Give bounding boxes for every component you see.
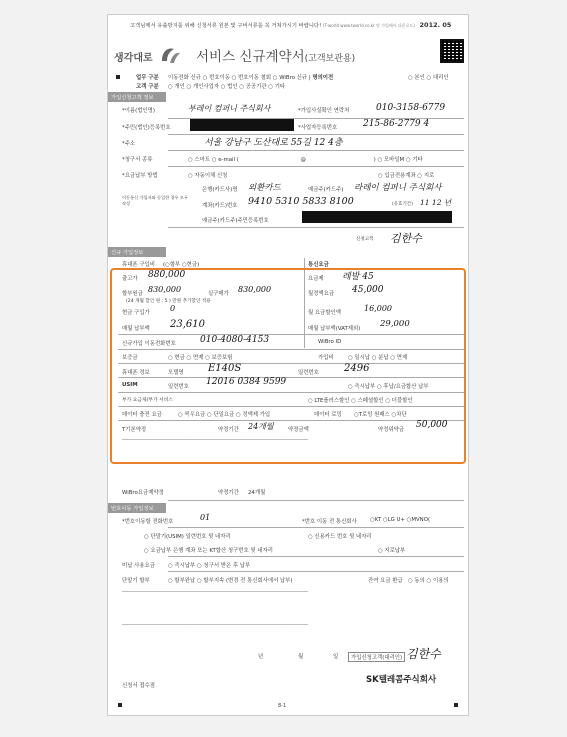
redaction-bar xyxy=(190,119,294,131)
bank-label: 은행(카드사)명 xyxy=(202,187,238,193)
biz-type-options[interactable]: 이동전화 신규 ○ 번호이동 ○ 번호이동 철회 ○ WiBro 신규 | 명의이전 xyxy=(168,75,334,81)
consent-small-print: ──────────────────────────────────────────────────────────────────────── xyxy=(122,623,309,628)
usim-serial-label: 일련번호 xyxy=(168,384,189,390)
device-fee-options[interactable]: ○ 할부완납 ○ 할부지속 (변경 전 통신회사에서 납부) xyxy=(168,578,293,584)
opt-double[interactable]: 더블할인 xyxy=(391,398,413,404)
monthly-pay-label: 매월 납부액 xyxy=(122,326,150,332)
form-title xyxy=(196,45,355,65)
install-amount-value: 830,000 xyxy=(148,285,182,294)
opt-email[interactable]: e-mail ( xyxy=(218,157,239,163)
opt-refund-agree[interactable]: 동의 xyxy=(414,578,425,584)
base-fee-label: 월정액요금 xyxy=(308,291,335,297)
bill-type-options[interactable]: ○ 스마트 ○ e-mail ( @ ) ○ 모바일M ○ 기타 xyxy=(188,157,423,163)
actual-price-value: 830,000 xyxy=(238,285,272,294)
notice-text: 고객님께서 유출방지를 위해 신청서류 원본 및 구비서류를 꼭 거쳐가시기 바랍니다! xyxy=(130,23,322,29)
opt-unpaid-later[interactable]: 청구서 받은 후 납부 xyxy=(203,563,251,569)
guarantee-options[interactable]: ○ 현금 ○ 면제 ○ 보증보험 xyxy=(168,355,233,361)
qr-code xyxy=(440,39,464,63)
data-charge-label: 데이터 충전 요금 xyxy=(122,412,162,418)
data-charge-options[interactable]: ○ 콕우요금 ○ 단일요금 ○ 정액제 가입 xyxy=(178,412,271,418)
wibro-id-label: WiBro ID xyxy=(318,339,342,345)
port-small-print: ──────────────────────────────────────────────────────────────────────── xyxy=(122,590,309,595)
opt-wibro[interactable]: WiBro 신규 xyxy=(279,75,308,81)
opt-kt[interactable]: KT xyxy=(374,517,382,523)
party-options[interactable]: ○ 본인 ○ 대리인 xyxy=(408,75,449,81)
depositor-label: 예금주(카드주) xyxy=(308,187,344,193)
opt-other[interactable]: 기타 xyxy=(274,84,286,90)
signature-label: 신청고객 xyxy=(356,237,374,242)
account-value: 9410 5310 5833 8100 xyxy=(248,196,354,207)
pay-auto-option[interactable]: ○ 자동이체 신청 xyxy=(188,173,228,179)
expiry-value: 11 12 년 xyxy=(420,198,452,207)
contract-amount-label: 약정금액 xyxy=(288,427,309,433)
divider xyxy=(168,500,464,501)
device-info-label: 휴대폰 정보 xyxy=(122,370,150,376)
opt-roaming-pass[interactable]: T로밍 원패스 xyxy=(358,412,390,418)
opt-corp[interactable]: 법인 xyxy=(227,84,238,90)
port-auth-option-3[interactable]: ○ 요금납부 은행 계좌 또는 KT합산 청구번호 뒷 네자리 xyxy=(144,548,273,554)
title-main: 서비스 신규계약서 xyxy=(196,49,305,65)
bizno-value: 215-86-2779 4 xyxy=(363,119,430,129)
bank-value: 외환카드 xyxy=(248,183,281,193)
opt-auto-transfer[interactable]: 자동이체 신청 xyxy=(194,173,228,179)
opt-data-1[interactable]: 콕우요금 xyxy=(184,412,206,418)
prior-carrier-options[interactable]: ○KT ○LG U+ ○MVNO( xyxy=(370,517,431,523)
divider xyxy=(168,166,464,167)
base-fee-value: 45,000 xyxy=(352,285,384,295)
section-new-subscription: 신규 가입정보 xyxy=(108,247,166,257)
wibro-period-label: 약정기간 xyxy=(218,490,239,496)
port-auth-option-2[interactable]: ○ 신용카드 번호 뒷 네자리 xyxy=(308,534,372,540)
brand-slogan: 생각대로 xyxy=(114,53,153,64)
opt-lte-plus[interactable]: LTE플러스할인 xyxy=(314,398,350,404)
opt-join-waive[interactable]: 면제 xyxy=(396,355,408,361)
opt-guarantee-cash[interactable]: 현금 xyxy=(174,355,185,361)
prior-carrier-label: *번호 이동 전 통신회사 xyxy=(302,519,357,525)
opt-agent[interactable]: 대리인 xyxy=(432,75,449,81)
opt-roaming-block[interactable]: 차단 xyxy=(396,412,407,418)
top-notice xyxy=(130,21,466,29)
plan-header: 통신요금 xyxy=(308,262,329,268)
signoff-month: 월 xyxy=(298,654,304,660)
port-auth-option-4[interactable]: ○ 지로납부 xyxy=(378,548,406,554)
plan-value: 레발 45 xyxy=(342,272,374,282)
discount-label: 월 요금할인액 xyxy=(308,310,341,316)
contract-period-label: 약정기간 xyxy=(218,427,239,433)
opt-usim-now[interactable]: 즉시납부 xyxy=(354,384,376,390)
roaming-options[interactable]: ○T로밍 원패스 ○차단 xyxy=(354,412,407,418)
opt-guarantee-insurance[interactable]: 보증보험 xyxy=(211,355,233,361)
port-auth-option-1[interactable]: ○ 단말기(USIM) 일련번호 뒷 네자리 xyxy=(144,534,231,540)
contract-label: T기본약정 xyxy=(122,427,147,433)
holder-id-label: 예금주(카드주)주민등록번호 xyxy=(202,218,269,224)
contact-value: 010-3158-6779 xyxy=(376,103,446,113)
customer-type-options[interactable]: ○ 개인 ○ 개인사업자 ○ 법인 ○ 공공기관 ○ 기타 xyxy=(168,84,286,90)
corner-marker xyxy=(454,703,458,707)
sk-logo xyxy=(114,41,204,69)
opt-bill-other[interactable]: 기타 xyxy=(412,157,423,163)
penalty-label: 약정위약금 xyxy=(378,427,405,433)
opt-public[interactable]: 공공기관 xyxy=(245,84,267,90)
join-fee-label: 가입비 xyxy=(318,355,334,361)
device-fee-label: 단말기 할부 xyxy=(122,578,150,584)
release-price-value: 880,000 xyxy=(148,270,186,280)
form-date: 2012. 05 xyxy=(419,21,452,29)
corner-marker xyxy=(118,703,122,707)
resident-label: *주민(법인)등록번호 xyxy=(122,125,171,131)
model-name-value: E140S xyxy=(208,363,242,374)
usim-pay-options[interactable]: ○ 즉시납부 ○ 후납/요금합산 납부 xyxy=(348,384,429,390)
opt-giro-pay[interactable]: 지로납부 xyxy=(384,548,406,554)
email-close: ) xyxy=(373,157,376,163)
expiry-label: (유효기간) xyxy=(392,202,413,207)
opt-individual[interactable]: 개인 xyxy=(174,84,185,90)
opt-port-cancel[interactable]: 번호이동 철회 xyxy=(238,75,272,81)
extra-service-options[interactable]: ○ LTE플러스할인 ○ 스페셜할인 ○ 더블할인 xyxy=(308,398,413,404)
name-label: *이름(법인명) xyxy=(122,108,155,114)
cash-price-value: 0 xyxy=(170,304,176,313)
install-amount-label: 할부원금 xyxy=(122,291,143,297)
opt-special[interactable]: 스페셜할인 xyxy=(357,398,384,404)
plan-label: 요금제 xyxy=(308,276,324,282)
notice-url: (T-world www.tworld.co.kr 및 가입에서 다운로드) xyxy=(322,23,415,28)
unpaid-label: 미납 사용요금 xyxy=(122,563,155,569)
actual-price-label: 실구매가 xyxy=(208,291,229,297)
opt-data-2[interactable]: 단일요금 xyxy=(213,412,235,418)
divider xyxy=(168,227,464,228)
opt-sole-biz[interactable]: 개인사업자 xyxy=(192,84,220,90)
discount-value: 16,000 xyxy=(364,304,392,313)
wibro-contract-label: WiBro요금제약정 xyxy=(122,490,164,496)
receiver-label: 신청서 접수점 xyxy=(122,683,155,689)
page-number: 8-1 xyxy=(278,703,287,709)
months-note: (24 개월 할인 원 : 5 ) 만원 추가할인 적용 xyxy=(126,299,211,304)
opt-account-digits[interactable]: 요금납부 은행 계좌 또는 KT합산 청구번호 뒷 네자리 xyxy=(150,548,273,554)
usim-serial-value: 12016 0384 9599 xyxy=(206,377,287,387)
extra-service-label: 부가 요금제/부가 서비스 xyxy=(122,398,174,403)
bizno-label: *사업자등록번호 xyxy=(298,125,338,131)
opt-refund-other[interactable]: 이용의 xyxy=(432,578,449,584)
opt-installment[interactable]: 할부 xyxy=(169,262,181,268)
device-serial-label: 일련번호 xyxy=(298,370,319,376)
opt-usim-later[interactable]: 후납/요금합산 납부 xyxy=(383,384,429,390)
highlight-box xyxy=(110,268,466,464)
usim-label: USIM xyxy=(122,382,138,388)
opt-mobile[interactable]: 모바일M xyxy=(383,157,405,163)
unpaid-options[interactable]: ○ 즉시납부 ○ 청구서 받은 후 납부 xyxy=(168,563,251,569)
opt-new[interactable]: 이동전화 신규 xyxy=(168,75,201,81)
roaming-label: 데이터 로밍 xyxy=(314,412,342,418)
pay-other-options[interactable]: ○ 입금전용계좌 ○ 지로 xyxy=(378,173,435,179)
address-value: 서울 강남구 도산대로 55길 12 4층 xyxy=(204,138,343,148)
opt-card-digits[interactable]: 신용카드 번호 뒷 네자리 xyxy=(314,534,372,540)
opt-usim-serial[interactable]: 단말기(USIM) 일련번호 뒷 네자리 xyxy=(150,534,231,540)
pay-note: 이동통신 가입자와 동일한 경우 모두 작성 xyxy=(122,195,189,206)
applicant-signature: 김한수 xyxy=(406,647,441,661)
device-cost-options[interactable]: (○할부 ○현금) xyxy=(163,262,200,268)
device-serial-value: 2496 xyxy=(344,363,370,374)
port-number-label: *번호이동할 전화번호 xyxy=(122,519,174,525)
total-monthly-value: 29,000 xyxy=(380,319,410,329)
sk-butterfly-icon xyxy=(158,43,182,67)
opt-cash[interactable]: 현금 xyxy=(186,262,198,268)
opt-data-3[interactable]: 정액제 가입 xyxy=(242,412,271,418)
address-label: *주소 xyxy=(122,141,136,147)
applicant-label: 가입신청고객(대리인) xyxy=(348,652,405,662)
divider xyxy=(168,150,464,151)
email-at: @ xyxy=(300,157,306,163)
opt-giro[interactable]: 지로 xyxy=(423,173,435,179)
name-value: 부레이 컴퍼니 주식회사 xyxy=(188,104,271,113)
refund-options[interactable]: ○ 동의 ○ 이용의 xyxy=(408,578,449,584)
new-number-label: 신규가입 이동전화번호 xyxy=(122,341,176,347)
depositor-value: 라레이 컴퍼니 주식회사 xyxy=(354,183,442,193)
opt-continue[interactable]: 할부지속 (변경 전 통신회사에서 납부) xyxy=(203,578,293,584)
opt-lgu[interactable]: LG U+ xyxy=(387,517,405,523)
opt-paid-off[interactable]: 할부완납 xyxy=(174,578,196,584)
signoff-year: 년 xyxy=(258,654,264,660)
section-number-port: 번호이동 가입정보 xyxy=(108,503,166,513)
contract-small-print: ──────────────────────────────────────────────────────────────────────── xyxy=(122,438,309,443)
bill-type-label: *청구서 종류 xyxy=(122,157,153,163)
monthly-pay-value: 23,610 xyxy=(170,319,205,330)
divider xyxy=(168,571,464,572)
section-subscriber: 가입신청고객 정보 xyxy=(108,92,166,102)
title-sub: (고객보관용) xyxy=(304,54,356,64)
opt-join-split[interactable]: 분납 xyxy=(378,355,389,361)
penalty-value: 50,000 xyxy=(416,420,448,430)
guarantee-label: 보증금 xyxy=(122,355,138,361)
opt-self[interactable]: 본인 xyxy=(414,75,425,81)
opt-unpaid-now[interactable]: 즉시납부 xyxy=(174,563,196,569)
divider xyxy=(168,527,464,528)
contract-period-value: 24개월 xyxy=(248,422,274,431)
company-name: SK텔레콤주식회사 xyxy=(366,675,437,685)
wibro-period-value: 24개월 xyxy=(248,490,266,496)
refund-label: 잔여 요금 환급 xyxy=(368,578,403,584)
pay-method-label: *요금납부 방법 xyxy=(122,173,158,179)
new-number-value: 010-4080-4153 xyxy=(200,335,270,345)
opt-smart[interactable]: 스마트 xyxy=(194,157,211,163)
opt-join-lump[interactable]: 일시납 xyxy=(354,355,371,361)
opt-transfer[interactable]: 명의이전 xyxy=(312,75,334,81)
opt-mvno[interactable]: MVNO( xyxy=(411,517,431,523)
signoff-day: 일 xyxy=(333,654,339,660)
model-name-label: 모델명 xyxy=(168,370,184,376)
row-marker xyxy=(116,75,120,79)
opt-deposit-account[interactable]: 입금전용계좌 xyxy=(384,173,416,179)
cash-price-label: 현금 구입가 xyxy=(122,310,150,316)
divider xyxy=(168,556,464,557)
total-monthly-label: 매월 납부액(VAT제외) xyxy=(308,326,361,332)
biz-type-label: 업무 구분 xyxy=(136,75,159,81)
account-label: 계좌(카드)번호 xyxy=(202,203,238,209)
opt-port[interactable]: 번호이동 xyxy=(209,75,230,81)
release-price-label: 출고가 xyxy=(122,276,138,282)
device-cost-label: 휴대폰 구입비 xyxy=(122,262,155,268)
join-fee-options[interactable]: ○ 일시납 ○ 분납 ○ 면제 xyxy=(348,355,408,361)
signature-value: 김한수 xyxy=(390,232,422,245)
customer-type-label: 고객 구분 xyxy=(136,84,159,90)
redaction-bar xyxy=(302,211,452,223)
port-number-value: 01 xyxy=(200,513,211,522)
contact-label: *가입사실확인 연락처 xyxy=(298,108,350,114)
opt-guarantee-waive[interactable]: 면제 xyxy=(192,355,204,361)
